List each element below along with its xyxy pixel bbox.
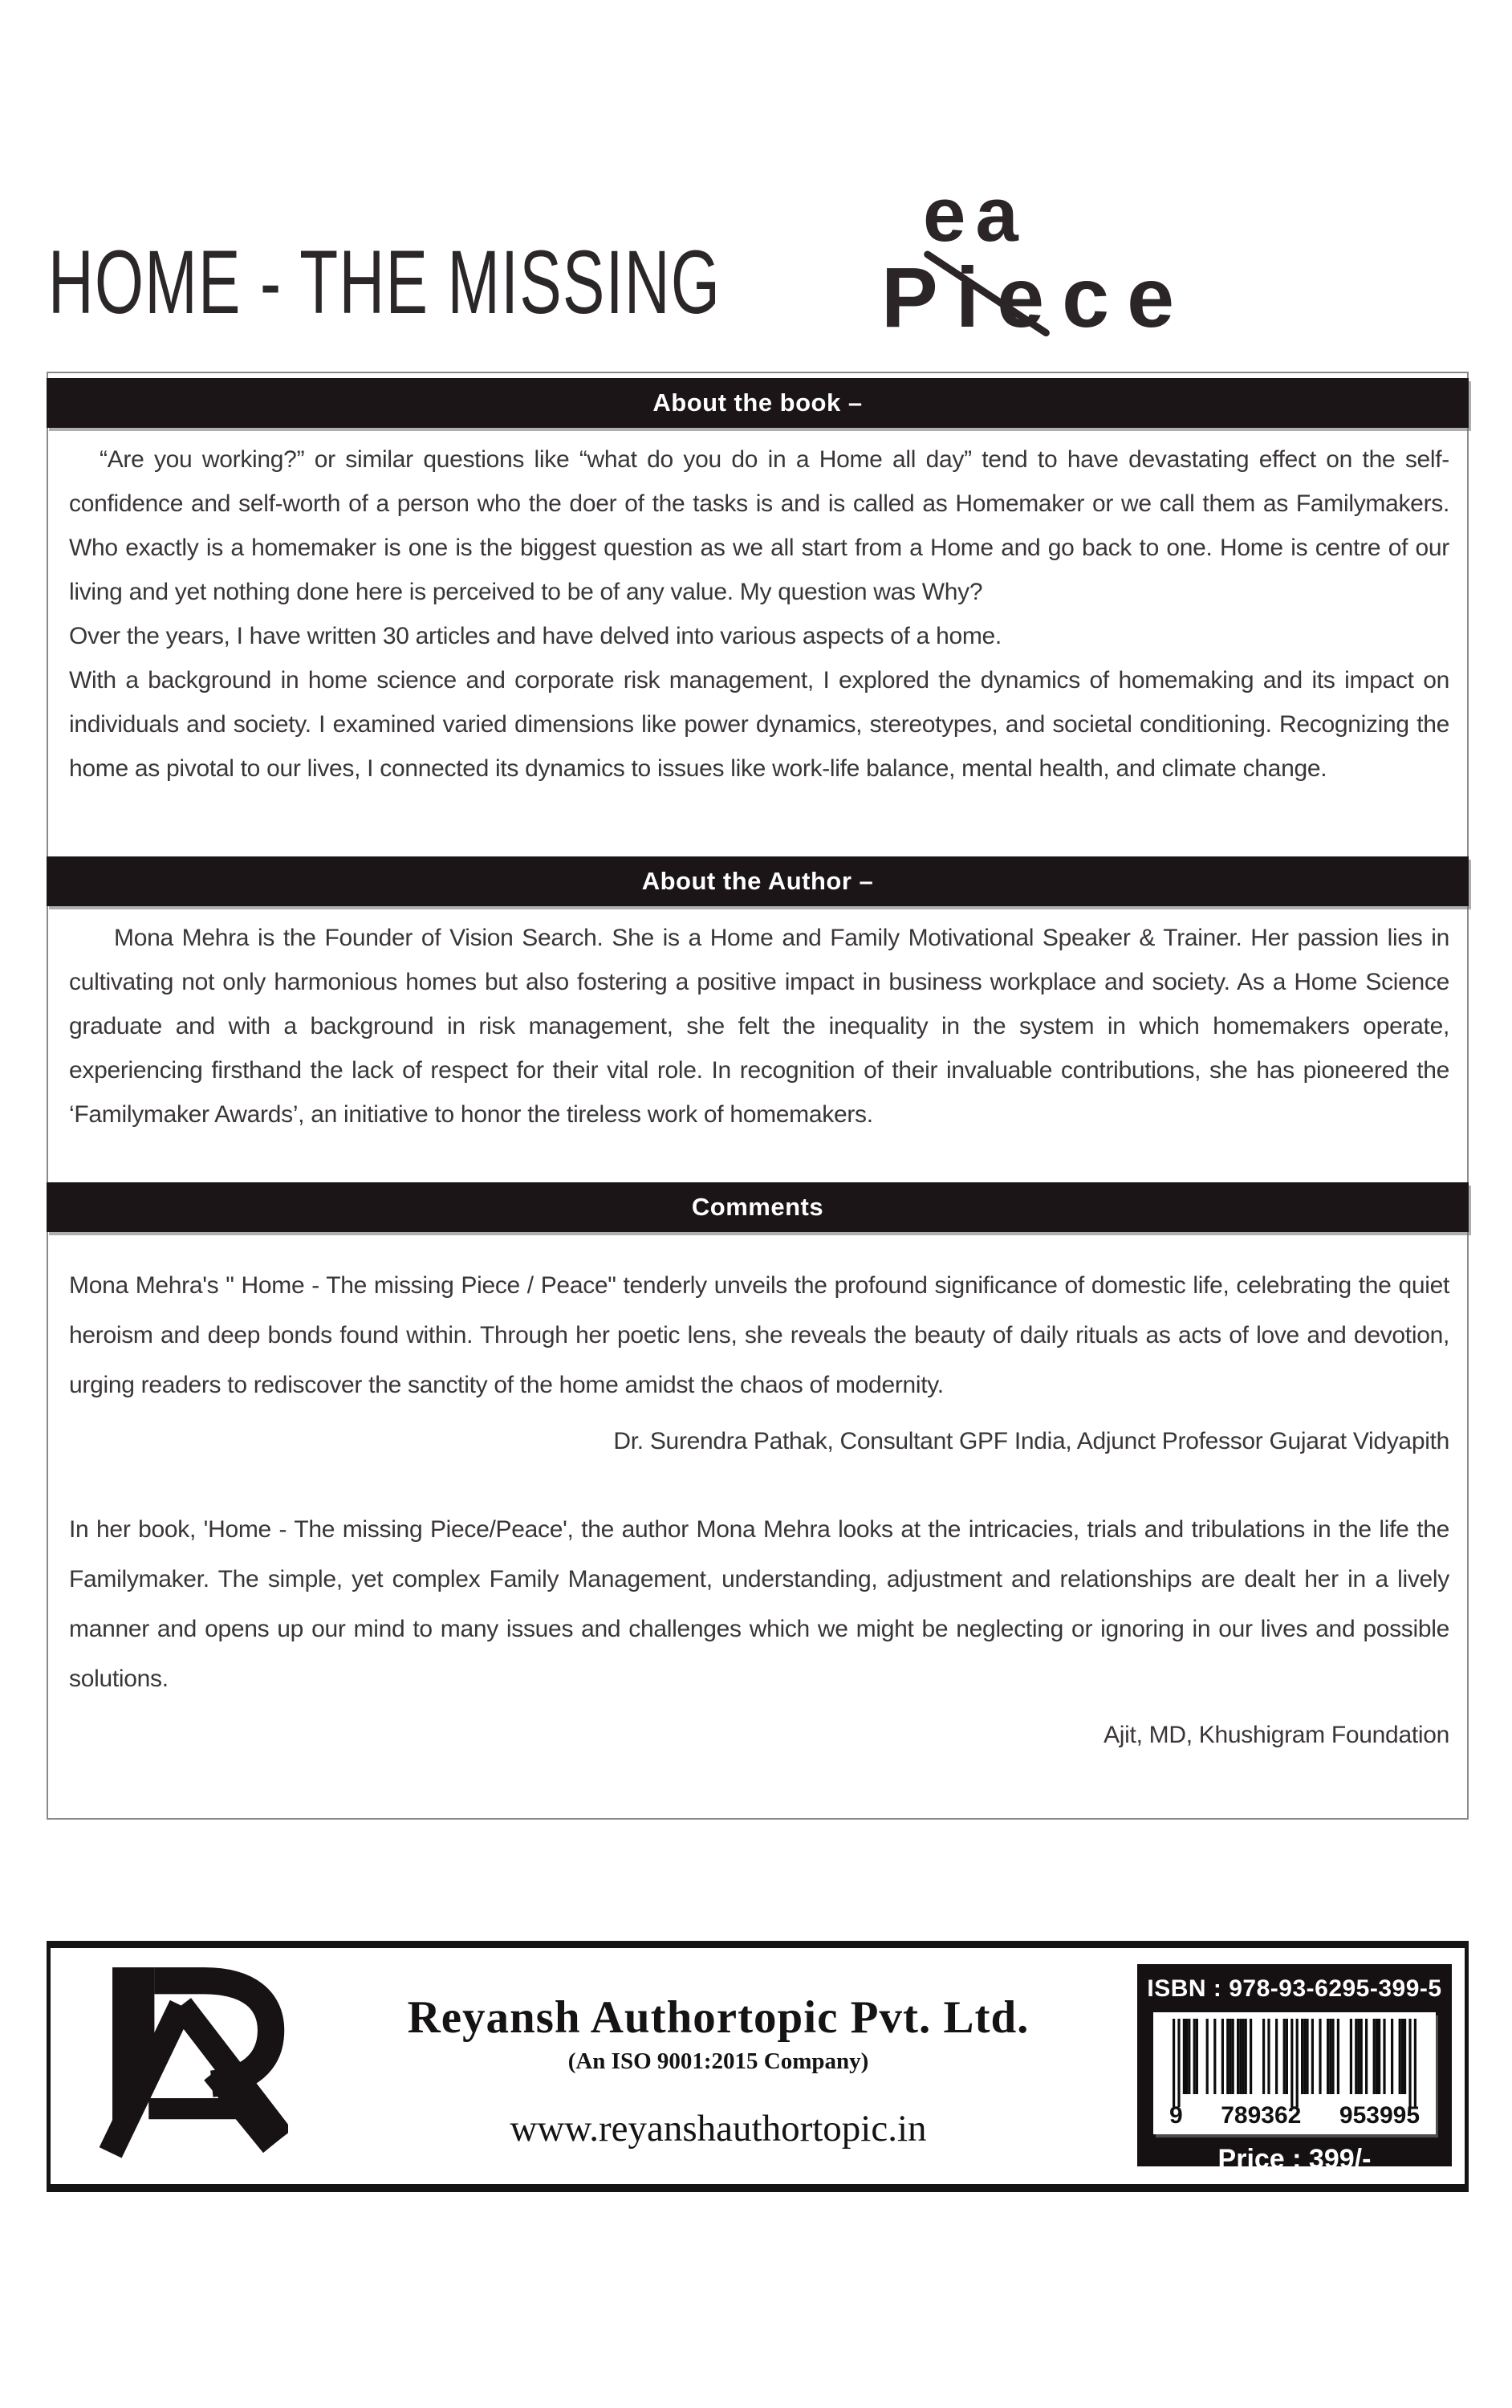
section-bar-about-author <box>47 856 1469 906</box>
about-book-heading: About the book – <box>652 388 863 417</box>
comments-text <box>69 1261 1449 1760</box>
piece-letter-e: e <box>1127 250 1193 345</box>
barcode <box>1153 2012 1436 2134</box>
comment-1-attribution: Dr. Surendra Pathak, Consultant GPF India, Adjunct Professor Gujarat Vidyapith <box>613 1428 1449 1454</box>
comment-2-text: In her book, 'Home - The missing Piece/Peace', the author Mona Mehra looks at the intricacies, trials and tribulations in the life the Familymaker. The simple, yet complex Family Management, understanding, adjustment and relationships are dealt her in a lively manner and opens up our mind to many issues and challenges which we might be neglecting or ignoring in our lives and possible solutions. <box>69 1516 1449 1692</box>
publisher-box <box>47 1941 1469 2192</box>
section-bar-comments <box>47 1182 1469 1232</box>
comment-1-text: Mona Mehra's " Home - The missing Piece / Peace" tenderly unveils the profound significance of domestic life, celebrating the quiet heroism and deep bonds found within. Through her poetic lens, she reveals the beauty of daily rituals as acts of love and devotion, urging readers to rediscover the sanctity of the home amidst the chaos of modernity. <box>69 1272 1449 1398</box>
content-box <box>47 372 1469 1820</box>
comments-heading: Comments <box>691 1193 824 1221</box>
piece-letter-c: c <box>1062 250 1128 345</box>
comment-2-attribution: Ajit, MD, Khushigram Foundation <box>1104 1722 1449 1748</box>
about-book-paragraph-1: “Are you working?” or similar questions like “what do you do in a Home all day” tend to have devastating effect on the self-confidence and self-worth of a person who the doer of the tasks is and is called as Homemaker or we call them as Familymakers. Who exactly is a homemaker is one is the biggest question as we all start from a Home and go back to one. Home is centre of our living and yet nothing done here is perceived to be of any value. My question was Why? <box>69 446 1449 605</box>
section-bar-about-book <box>47 378 1469 428</box>
publisher-logo <box>51 1948 299 2184</box>
price-label: Price : 399/- <box>1217 2144 1372 2174</box>
about-book-paragraph-2: Over the years, I have written 30 articles and have delved into various aspects of a home. <box>69 623 1002 649</box>
about-author-heading: About the Author – <box>641 867 874 895</box>
barcode-digits <box>1153 2102 1436 2129</box>
isbn-label: ISBN : 978-93-6295-399-5 <box>1147 1975 1442 2002</box>
publisher-website: www.reyanshauthortopic.in <box>510 2108 927 2150</box>
barcode-digits-group2: 953995 <box>1339 2102 1420 2129</box>
ra-monogram-icon <box>97 1967 288 2158</box>
barcode-digit-left: 9 <box>1169 2102 1183 2129</box>
iso-certification: (An ISO 9001:2015 Company) <box>567 2048 869 2074</box>
piece-letter-p: P <box>881 250 956 345</box>
title-wordplay <box>881 172 1193 345</box>
publisher-info <box>299 1948 1137 2184</box>
about-book-text <box>69 437 1449 791</box>
barcode-digits-group1: 789362 <box>1221 2102 1302 2129</box>
barcode-bars <box>1162 2019 1427 2109</box>
publisher-name: Reyansh Authortopic Pvt. Ltd. <box>407 1992 1030 2043</box>
about-author-text <box>69 916 1449 1137</box>
isbn-panel <box>1137 1964 1452 2174</box>
peace-overlay-letters: ea <box>923 172 1028 258</box>
about-book-paragraph-3: With a background in home science and corporate risk management, I explored the dynamics of homemaking and its impact on individuals and society. I examined varied dimensions like power dynamics, stereotypes, and societal conditioning. Recognizing the home as pivotal to our lives, I connected its dynamics to issues like work-life balance, mental health, and climate change. <box>69 667 1449 782</box>
about-author-paragraph: Mona Mehra is the Founder of Vision Search. She is a Home and Family Motivational Speaker & Trainer. Her passion lies in cultivating not only harmonious homes but also fostering a positive impact in business workplace and society. As a Home Science graduate and with a background in risk management, she felt the inequality in the system in which homemakers operate, experiencing firsthand the lack of respect for their vital role. In recognition of their invaluable contributions, she has pioneered the ‘Familymaker Awards’, an initiative to honor the tireless work of homemakers. <box>69 925 1449 1128</box>
book-title: HOME - THE MISSING <box>48 232 721 332</box>
piece-struck-letters: ie <box>955 250 1063 345</box>
